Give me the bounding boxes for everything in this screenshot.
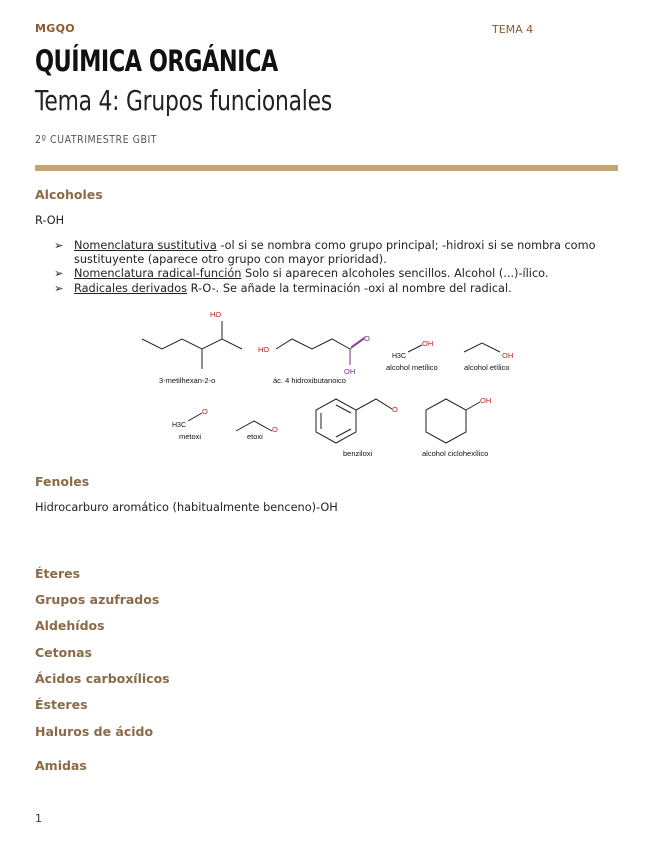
page-number: 1: [35, 812, 42, 825]
structure-caption: benziloxi: [343, 449, 373, 458]
cyclohexanol-structure: [426, 399, 480, 443]
methanol-structure: [408, 345, 422, 352]
term-label: 2º CUATRIMESTRE GBIT: [35, 133, 158, 146]
structure-caption: alcohol metílico: [386, 363, 438, 372]
atom-label: O: [364, 334, 370, 343]
heading-haluros-de-acido: Haluros de ácido: [35, 724, 154, 739]
arrow-bullet-icon: ➢: [54, 239, 64, 252]
structure-caption: metoxi: [179, 432, 202, 441]
structure-caption: etoxi: [247, 432, 263, 441]
list-item: [54, 267, 614, 281]
bullet-label: Radicales derivados: [74, 281, 188, 295]
arrow-bullet-icon: ➢: [54, 267, 64, 281]
bullet-text: R-O-. Se añade la terminación -oxi al nombre del radical.: [187, 281, 512, 295]
atom-label: OH: [422, 339, 434, 348]
heading-fenoles: Fenoles: [35, 474, 90, 489]
bullet-label: Nomenclatura sustitutiva: [74, 239, 217, 252]
alcohol-bullet-list: [54, 239, 614, 296]
list-item: [54, 282, 614, 296]
document-title: QUÍMICA ORGÁNICA: [35, 44, 278, 78]
topic-label: TEMA 4: [492, 23, 534, 36]
atom-label: OH: [502, 351, 514, 360]
alcohol-structures-figure: [130, 303, 530, 463]
ethanol-structure: [464, 343, 500, 352]
header-rule: [35, 165, 618, 171]
hydroxybutanoic-structure: [276, 337, 365, 365]
structure-caption: 3-metilhexan-2-o: [159, 376, 216, 385]
structure-caption: alcohol ciclohexílico: [422, 449, 489, 458]
heading-amidas: Amidas: [35, 758, 87, 773]
atom-label: OH: [480, 396, 492, 405]
arrow-bullet-icon: ➢: [54, 281, 64, 295]
alcohol-formula: R-OH: [35, 214, 65, 227]
ethoxy-structure: [236, 421, 272, 431]
structure-caption: alcohol etílico: [464, 363, 510, 372]
document-subtitle: Tema 4: Grupos funcionales: [35, 84, 332, 117]
methoxy-structure: [188, 413, 202, 421]
heading-aldehidos: Aldehídos: [35, 618, 105, 633]
structure-caption: ác. 4 hidroxibutanoico: [273, 376, 346, 385]
atom-label: HO: [258, 345, 270, 354]
heading-eteres: Éteres: [35, 566, 81, 581]
atom-label: O: [272, 425, 278, 434]
course-code: MGQO: [35, 22, 75, 35]
heading-esteres: Ésteres: [35, 697, 88, 712]
atom-label: H3C: [172, 422, 187, 429]
atom-label: O: [202, 407, 208, 416]
heading-cetonas: Cetonas: [35, 645, 92, 660]
heading-grupos-azufrados: Grupos azufrados: [35, 592, 160, 607]
fenoles-text: Hidrocarburo aromático (habitualmente benceno)-OH: [35, 501, 338, 514]
bullet-text: -ol si se nombra como grupo principal; -hidroxi si se nombra como sustituyente (aparece otro grupo con mayor prioridad).: [74, 239, 596, 267]
heading-acidos-carboxilicos: Ácidos carboxílicos: [35, 671, 170, 686]
benzyloxy-structure: [316, 399, 392, 443]
methylhexanol-structure: [142, 321, 242, 369]
atom-label: OH: [344, 367, 356, 376]
bullet-label: Nomenclatura radical-función: [74, 267, 242, 281]
list-item: [54, 239, 614, 267]
atom-label: HO: [210, 310, 222, 319]
atom-label: H3C: [392, 353, 407, 360]
atom-label: O: [392, 405, 398, 414]
heading-alcoholes: Alcoholes: [35, 187, 103, 202]
bullet-text: Solo si aparecen alcoholes sencillos. Alcohol (...)-ílico.: [241, 267, 549, 281]
